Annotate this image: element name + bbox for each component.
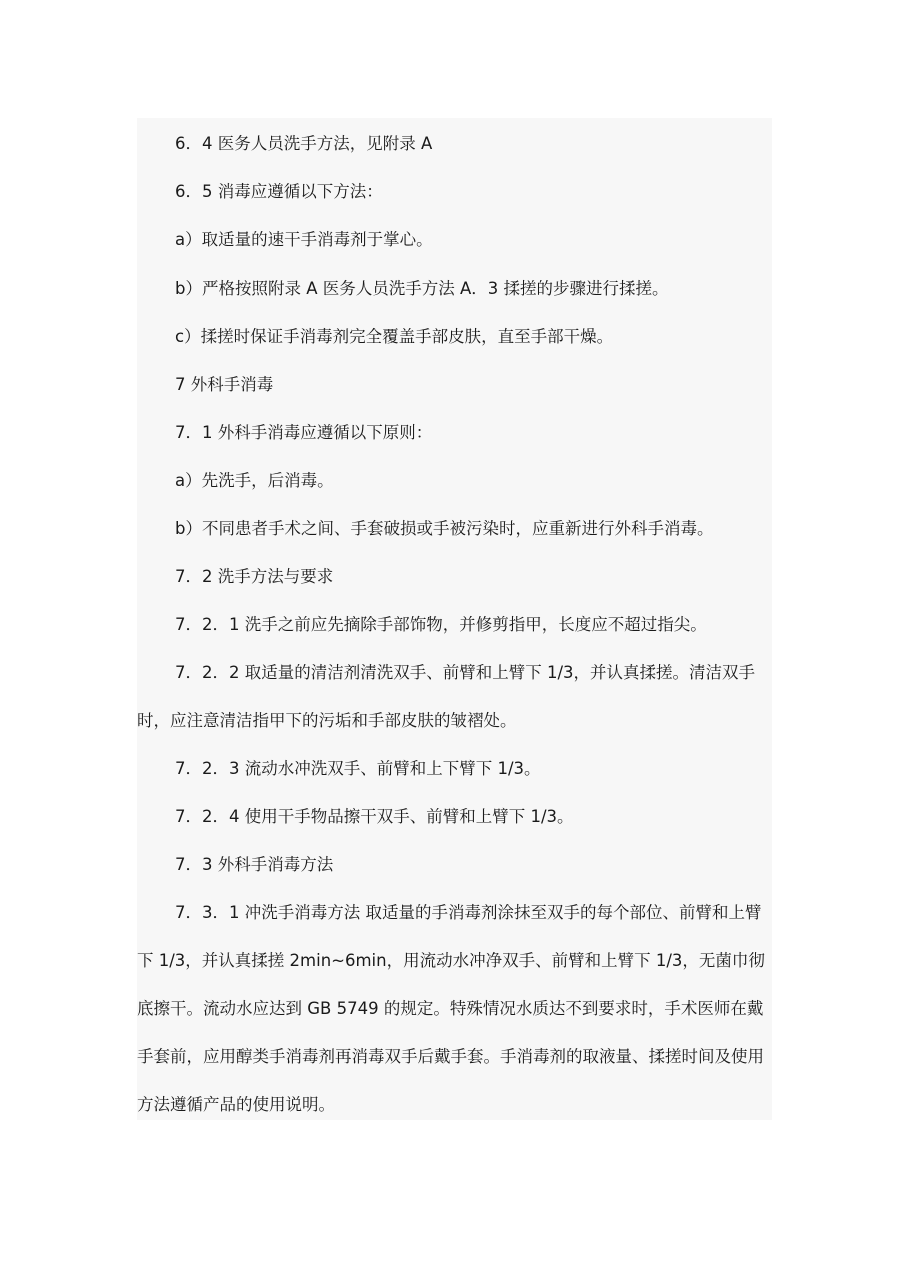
paragraph-7-1-a: a）先洗手，后消毒。 xyxy=(175,471,334,490)
paragraph-7-2-1: 7．2．1 洗手之前应先摘除手部饰物，并修剪指甲，长度应不超过指尖。 xyxy=(175,615,707,634)
paragraph-7-1: 7．1 外科手消毒应遵循以下原则： xyxy=(175,423,433,442)
paragraph-item-a: a）取适量的速干手消毒剂于掌心。 xyxy=(175,230,433,249)
paragraph-6-4: 6．4 医务人员洗手方法，见附录 A xyxy=(175,134,433,153)
paragraph-7-1-b: b）不同患者手术之间、手套破损或手被污染时，应重新进行外科手消毒。 xyxy=(175,519,714,538)
paragraph-item-b: b）严格按照附录 A 医务人员洗手方法 A．3 揉搓的步骤进行揉搓。 xyxy=(175,279,669,298)
paragraph-7-2-3: 7．2．3 流动水冲洗双手、前臂和上下臂下 1/3。 xyxy=(175,759,541,778)
paragraph-7-3-1: 7．3．1 冲洗手消毒方法 取适量的手消毒剂涂抹至双手的每个部位、前臂和上臂下 1/3，并认真揉搓 2min~6min，用流动水冲净双手、前臂和上臂下 1/3，无菌巾彻底擦干。流动水应达到 GB 5749 的规定。特殊情况水质达不到要求时，手术医师在戴手套前，应用醇类手消毒剂再消毒双手后戴手套。手消毒剂的取液量、揉搓时间及使用方法遵循产品的使用说明。 xyxy=(137,903,765,1114)
section-heading-7: 7 外科手消毒 xyxy=(175,375,274,394)
paragraph-item-c: c）揉搓时保证手消毒剂完全覆盖手部皮肤，直至手部干燥。 xyxy=(175,327,614,346)
paragraph-7-2-4: 7．2．4 使用干手物品擦干双手、前臂和上臂下 1/3。 xyxy=(175,807,574,826)
paragraph-7-3: 7．3 外科手消毒方法 xyxy=(175,855,334,874)
paragraph-7-2-2: 7．2．2 取适量的清洁剂清洗双手、前臂和上臂下 1/3，并认真揉搓。清洁双手时，应注意清洁指甲下的污垢和手部皮肤的皱褶处。 xyxy=(137,663,756,730)
paragraph-7-2: 7．2 洗手方法与要求 xyxy=(175,567,334,586)
paragraph-6-5: 6．5 消毒应遵循以下方法： xyxy=(175,182,383,201)
